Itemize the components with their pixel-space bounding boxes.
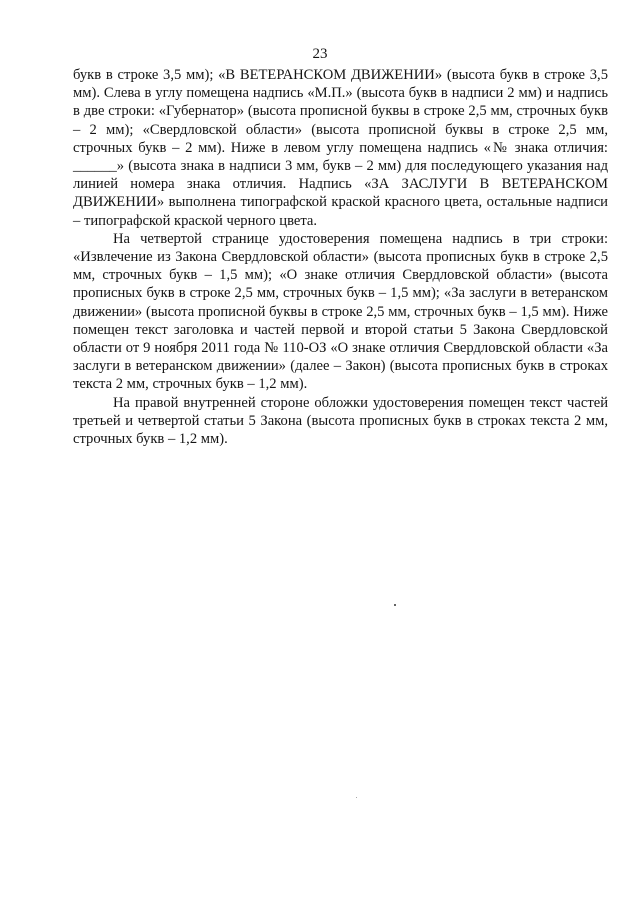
paragraph-fourth-page-inscription: На четвертой странице удостоверения помещена надпись в три строки: «Извлечение из Закона Свердловской области» (высота прописных букв в строке 2,5 мм, строчных букв – 1,5 мм); «О знаке отличия Свердловской области» (высота прописных букв в строке 2,5 мм, строчных букв – 1,5 мм); «За заслуги в ветеранском движении» (высота прописной буквы в строке 2,5 мм, строчных букв – 1,5 мм). Ниже помещен текст заголовка и частей первой и второй статьи 5 Закона Свердловской области от 9 ноября 2011 года № 110-ОЗ «О знаке отличия Свердловской области «За заслуги в ветеранском движении» (далее – Закон) (высота прописных букв в строках текста 2 мм, строчных букв – 1,2 мм). [73, 230, 608, 393]
paragraph-inner-cover-text: На правой внутренней стороне обложки удостоверения помещен текст частей третьей и четвертой статьи 5 Закона (высота прописных букв в строках текста 2 мм, строчных букв – 1,2 мм). [73, 394, 608, 448]
page-number: 23 [312, 46, 328, 62]
document-body [73, 66, 608, 448]
paragraph-continuation: букв в строке 3,5 мм); «В ВЕТЕРАНСКОМ ДВИЖЕНИИ» (высота букв в строке 3,5 мм). Слева в углу помещена надпись «М.П.» (высота букв в надписи 2 мм) и надпись в две строки: «Губернатор» (высота прописной буквы в строке 2,5 мм, строчных букв – 2 мм); «Свердловской области» (высота прописной буквы в строке 2,5 мм, строчных букв – 2 мм). Ниже в левом углу помещена надпись «№ знака отличия: ______» (высота знака в надписи 3 мм, букв – 2 мм) для последующего указания над линией номера знака отличия. Надпись «ЗА ЗАСЛУГИ В ВЕТЕРАНСКОМ ДВИЖЕНИИ» выполнена типографской краской красного цвета, остальные надписи – типографской краской черного цвета. [73, 67, 608, 229]
scan-speck [394, 604, 396, 606]
scan-speck [356, 797, 357, 798]
